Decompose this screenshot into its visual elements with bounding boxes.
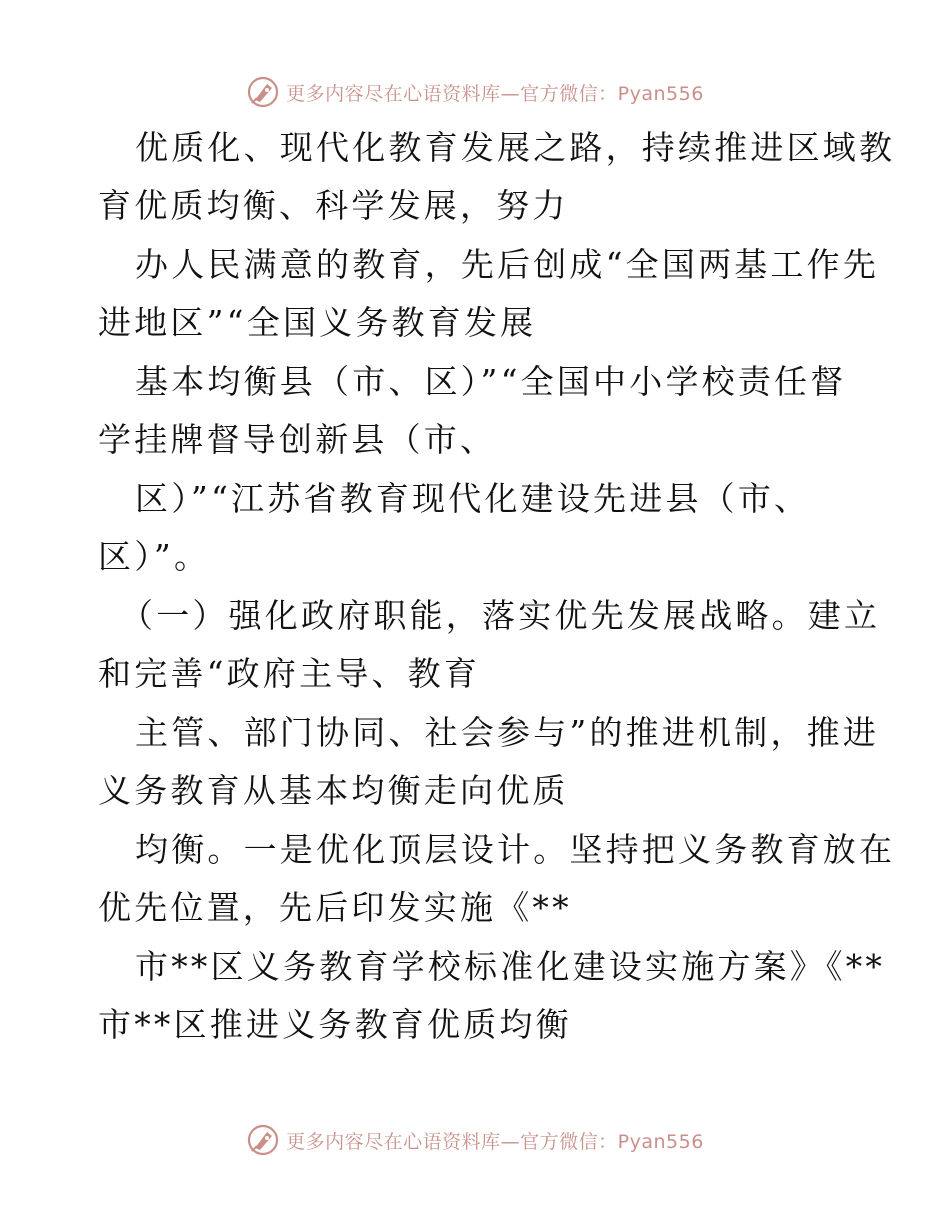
footer-watermark: [0, 1120, 950, 1160]
body-line: 和完善“政府主导、教育: [98, 654, 481, 693]
body-line: 区）”。: [98, 537, 211, 576]
body-line: 均衡。一是优化顶层设计。坚持把义务教育放在: [135, 830, 896, 869]
body-line: 主管、部门协同、社会参与”的推进机制，推进: [135, 713, 880, 752]
watermark-text: 更多内容尽在心语资料库—官方微信：Pyan556: [286, 1130, 704, 1153]
body-line: 市**区推进义务教育优质均衡: [98, 1005, 572, 1044]
body-line: 市**区义务教育学校标准化建设实施方案》《**: [135, 947, 886, 986]
body-line: 义务教育从基本均衡走向优质: [98, 771, 569, 810]
body-line: （一）强化政府职能，落实优先发展战略。建立: [120, 596, 881, 635]
body-line: 育优质均衡、科学发展，努力: [98, 186, 569, 225]
body-line: 区）”“江苏省教育现代化建设先进县（市、: [135, 479, 811, 518]
pen-nib-icon: [246, 1123, 280, 1157]
pen-nib-icon: [246, 75, 280, 109]
body-line: 优先位置，先后印发实施《**: [98, 888, 572, 927]
body-line: 学挂牌督导创新县（市、: [98, 420, 497, 459]
header-watermark: [0, 72, 950, 112]
body-line: 基本均衡县（市、区）”“全国中小学校责任督: [135, 362, 847, 401]
body-line: 优质化、现代化教育发展之路，持续推进区域教: [135, 128, 896, 167]
body-line: 办人民满意的教育，先后创成“全国两基工作先: [135, 245, 880, 284]
watermark-text: 更多内容尽在心语资料库—官方微信：Pyan556: [286, 82, 704, 105]
body-line: 进地区”“全国义务教育发展: [98, 303, 537, 342]
